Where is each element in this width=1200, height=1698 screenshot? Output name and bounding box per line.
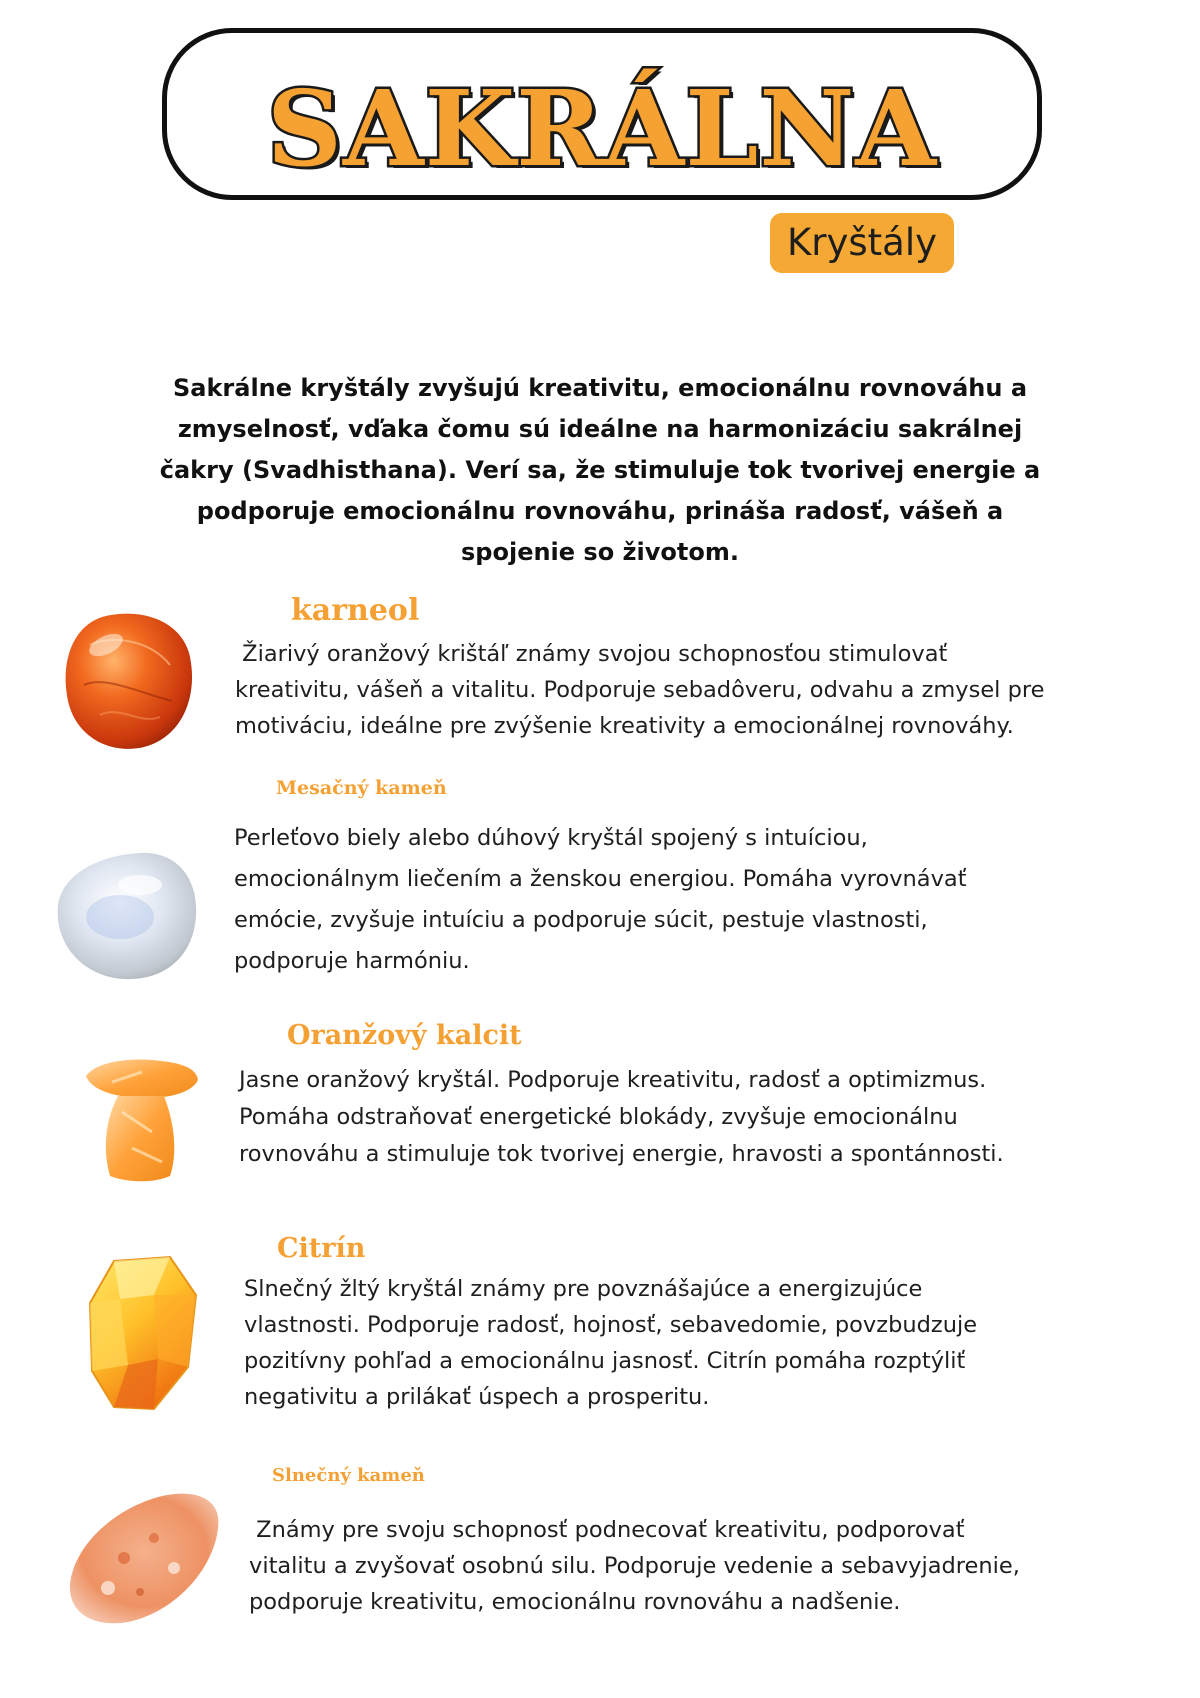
description-line: Jasne oranžový kryštál. Podporuje kreativitu, radosť a optimizmus. (239, 1067, 987, 1093)
description-line: kreativitu, vášeň a vitalitu. Podporuje sebadôveru, odvahu a zmysel pre (235, 677, 1045, 703)
description-line: emócie, zvyšuje intuíciu a podporuje súcit, pestuje vlastnosti, (234, 907, 928, 933)
description-line: vitalitu a zvyšovať osobnú silu. Podporuje vedenie a sebavyjadrenie, (249, 1553, 1020, 1579)
description-line: Slnečný žltý kryštál známy pre povznášajúce a energizujúce (244, 1276, 923, 1302)
description-line: pozitívny pohľad a emocionálnu jasnosť. Citrín pomáha rozptýliť (244, 1348, 966, 1374)
sunstone-icon (64, 1488, 224, 1626)
intro-paragraph (120, 368, 1080, 573)
intro-line: zmyselnosť, vďaka čomu sú ideálne na harmonizáciu sakrálnej (177, 415, 1023, 443)
description-line: podporuje harmóniu. (234, 948, 470, 974)
carnelian-stone-icon (60, 605, 200, 755)
description-line: rovnováhu a stimuluje tok tvorivej energie, hravosti a spontánnosti. (239, 1141, 1004, 1167)
description-line: vlastnosti. Podporuje radosť, hojnosť, sebavedomie, povzbudzuje (244, 1312, 978, 1338)
orange-calcite-icon (82, 1052, 200, 1184)
stone-description (234, 818, 967, 982)
description-line: negativitu a prilákať úspech a prosperitu. (244, 1384, 710, 1410)
stone-name-karneol: karneol (291, 593, 420, 628)
stone-description (249, 1512, 1020, 1620)
description-line: Žiarivý oranžový krištáľ známy svojou schopnosťou stimulovať (235, 641, 948, 667)
title-frame (162, 28, 1042, 200)
intro-line: čakry (Svadhisthana). Verí sa, že stimuluje tok tvorivej energie a (159, 456, 1041, 484)
intro-line: Sakrálne kryštály zvyšujú kreativitu, emocionálnu rovnováhu a (172, 374, 1028, 402)
stone-description (239, 1062, 1004, 1173)
stone-description (244, 1271, 977, 1415)
description-line: emocionálnym liečením a ženskou energiou. Pomáha vyrovnávať (234, 866, 967, 892)
citrine-crystal-icon (84, 1255, 204, 1413)
description-line: Perleťovo biely alebo dúhový kryštál spojený s intuíciou, (234, 825, 868, 851)
description-line: Známy pre svoju schopnosť podnecovať kreativitu, podporovať (249, 1517, 965, 1543)
description-line: podporuje kreativitu, emocionálnu rovnováhu a nadšenie. (249, 1589, 901, 1615)
stone-name-orange-calcite: Oranžový kalcit (287, 1020, 522, 1051)
page-title: SAKRÁLNA (266, 67, 938, 190)
stone-name-sunstone: Slnečný kameň (272, 1465, 425, 1486)
category-badge: Kryštály (770, 213, 954, 273)
description-line: Pomáha odstraňovať energetické blokády, zvyšuje emocionálnu (239, 1104, 958, 1130)
intro-line: podporuje emocionálnu rovnováhu, prináša radosť, vášeň a (196, 497, 1004, 525)
moonstone-icon (48, 845, 203, 985)
intro-line: spojenie so životom. (461, 538, 739, 566)
stone-name-moonstone: Mesačný kameň (276, 777, 447, 799)
description-line: motiváciu, ideálne pre zvýšenie kreativity a emocionálnej rovnováhy. (235, 713, 1014, 739)
stone-description (235, 636, 1044, 744)
stone-name-citrine: Citrín (277, 1233, 366, 1264)
